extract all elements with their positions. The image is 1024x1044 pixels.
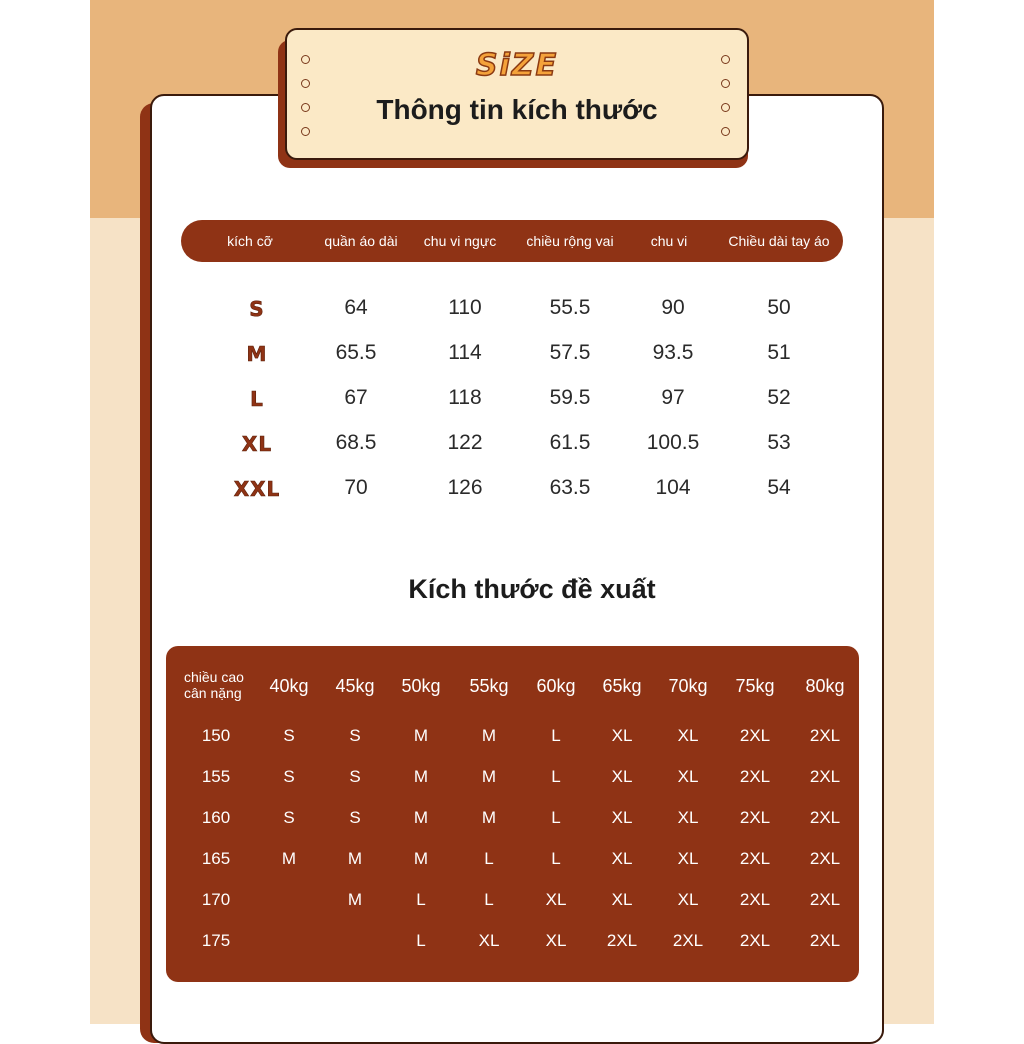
recommended-size-cell: M — [481, 808, 497, 827]
recommended-size-cell: M — [347, 849, 363, 868]
recommended-size-cell: 2XL — [739, 931, 771, 950]
recommended-size-cell: XL — [611, 726, 633, 745]
recommended-size-cell: XL — [611, 890, 633, 909]
recommendation-title: Kích thước đề xuất — [408, 574, 656, 604]
corner-weight-label: cân nặng — [184, 685, 242, 701]
recommended-size-cell: 2XL — [739, 849, 771, 868]
recommended-size-cell: S — [283, 808, 295, 827]
weight-header: 75kg — [735, 676, 775, 696]
weight-header: 40kg — [269, 676, 309, 696]
corner-height-label: chiều cao — [184, 669, 244, 685]
recommended-size-cell: 2XL — [739, 890, 771, 909]
recommended-size-cell: 2XL — [739, 726, 771, 745]
measurement-cell: 51 — [767, 341, 791, 364]
recommended-size-cell: M — [481, 767, 497, 786]
measurement-cell: 126 — [447, 476, 483, 499]
recommended-size-cell: XL — [677, 767, 699, 786]
column-header-circumference: chu vi — [650, 233, 688, 249]
recommended-size-cell: L — [551, 726, 561, 745]
recommended-size-cell: 2XL — [809, 808, 841, 827]
measurement-cell: 100.5 — [646, 431, 700, 454]
size-label: L — [250, 387, 264, 411]
recommended-size-cell: XL — [677, 726, 699, 745]
recommended-size-cell: 2XL — [809, 726, 841, 745]
recommended-size-cell: XL — [677, 808, 699, 827]
recommended-size-cell: L — [416, 890, 426, 909]
measurement-cell: 54 — [767, 476, 791, 499]
recommended-size-cell: 2XL — [809, 931, 841, 950]
size-label: S — [249, 297, 265, 321]
recommended-size-cell: S — [349, 808, 361, 827]
column-header-chest: chu vi ngực — [423, 233, 497, 249]
column-header-size: kích cỡ — [227, 233, 273, 249]
recommended-size-cell: XL — [478, 931, 500, 950]
measurement-cell: 57.5 — [549, 341, 591, 364]
recommended-size-cell: M — [413, 726, 429, 745]
measurement-cell: 59.5 — [549, 386, 591, 409]
column-header-length: quần áo dài — [324, 233, 398, 249]
weight-header: 80kg — [805, 676, 845, 696]
weight-header: 65kg — [602, 676, 642, 696]
recommended-size-cell: XL — [611, 767, 633, 786]
weight-header: 60kg — [536, 676, 576, 696]
recommended-size-cell: XL — [677, 890, 699, 909]
recommended-size-cell: M — [281, 849, 297, 868]
measurement-cell: 110 — [448, 296, 482, 319]
recommended-size-cell: S — [349, 726, 361, 745]
weight-header: 70kg — [668, 676, 708, 696]
recommended-size-cell: L — [551, 808, 561, 827]
recommended-size-cell: M — [413, 808, 429, 827]
measurement-cell: 52 — [767, 386, 791, 409]
height-label: 155 — [201, 767, 231, 786]
recommended-size-cell: L — [416, 931, 426, 950]
column-header-shoulder: chiều rộng vai — [526, 233, 614, 249]
measurement-cell: 118 — [448, 386, 482, 409]
recommended-size-cell: L — [551, 767, 561, 786]
measurement-cell: 93.5 — [652, 341, 694, 364]
recommended-size-cell: 2XL — [809, 849, 841, 868]
recommended-size-cell: L — [551, 849, 561, 868]
page-title: Thông tin kích thước — [376, 94, 658, 125]
recommended-size-cell: XL — [545, 890, 567, 909]
measurement-cell: 67 — [344, 386, 368, 409]
recommended-size-cell: M — [413, 767, 429, 786]
measurement-cell: 61.5 — [549, 431, 591, 454]
binder-ring-icon — [721, 127, 730, 136]
size-label: XL — [241, 432, 273, 456]
height-label: 160 — [201, 808, 231, 827]
recommended-size-cell: XL — [677, 849, 699, 868]
recommended-size-cell: L — [484, 849, 494, 868]
recommended-size-cell: 2XL — [672, 931, 704, 950]
measurement-cell: 50 — [767, 296, 791, 319]
recommended-size-cell: XL — [545, 931, 567, 950]
height-label: 165 — [201, 849, 231, 868]
size-logo: SiZE — [475, 48, 559, 83]
measurement-cell: 114 — [448, 341, 482, 364]
weight-header: 50kg — [401, 676, 441, 696]
recommended-size-cell: 2XL — [739, 808, 771, 827]
measurement-cell: 90 — [661, 296, 685, 319]
measurement-cell: 122 — [447, 431, 483, 454]
recommended-size-cell: 2XL — [809, 890, 841, 909]
recommended-size-cell: S — [349, 767, 361, 786]
binder-ring-icon — [301, 127, 310, 136]
recommended-size-cell: 2XL — [739, 767, 771, 786]
measurement-cell: 104 — [655, 476, 691, 499]
recommended-size-cell: S — [283, 726, 295, 745]
weight-header: 55kg — [469, 676, 509, 696]
title-plate — [285, 28, 749, 160]
recommended-size-cell: M — [481, 726, 497, 745]
height-label: 175 — [201, 931, 231, 950]
recommended-size-cell: 2XL — [606, 931, 638, 950]
measurement-cell: 70 — [344, 476, 368, 499]
measurement-cell: 65.5 — [335, 341, 377, 364]
measurement-cell: 53 — [767, 431, 791, 454]
size-label: M — [246, 342, 268, 366]
height-label: 150 — [201, 726, 231, 745]
height-label: 170 — [201, 890, 231, 909]
recommended-size-cell: XL — [611, 808, 633, 827]
measurement-cell: 68.5 — [335, 431, 377, 454]
recommended-size-cell: M — [413, 849, 429, 868]
recommended-size-cell: XL — [611, 849, 633, 868]
measurement-cell: 55.5 — [549, 296, 591, 319]
recommended-size-cell: M — [347, 890, 363, 909]
size-table-header — [181, 220, 843, 262]
measurement-cell: 63.5 — [549, 476, 591, 499]
recommendation-corner-label — [184, 669, 244, 701]
recommended-size-cell: 2XL — [809, 767, 841, 786]
recommended-size-cell: L — [484, 890, 494, 909]
weight-header: 45kg — [335, 676, 375, 696]
measurement-cell: 97 — [661, 386, 685, 409]
measurement-cell: 64 — [344, 296, 368, 319]
column-header-sleeve: Chiều dài tay áo — [728, 233, 830, 249]
recommended-size-cell: S — [283, 767, 295, 786]
size-label: XXL — [233, 477, 281, 501]
